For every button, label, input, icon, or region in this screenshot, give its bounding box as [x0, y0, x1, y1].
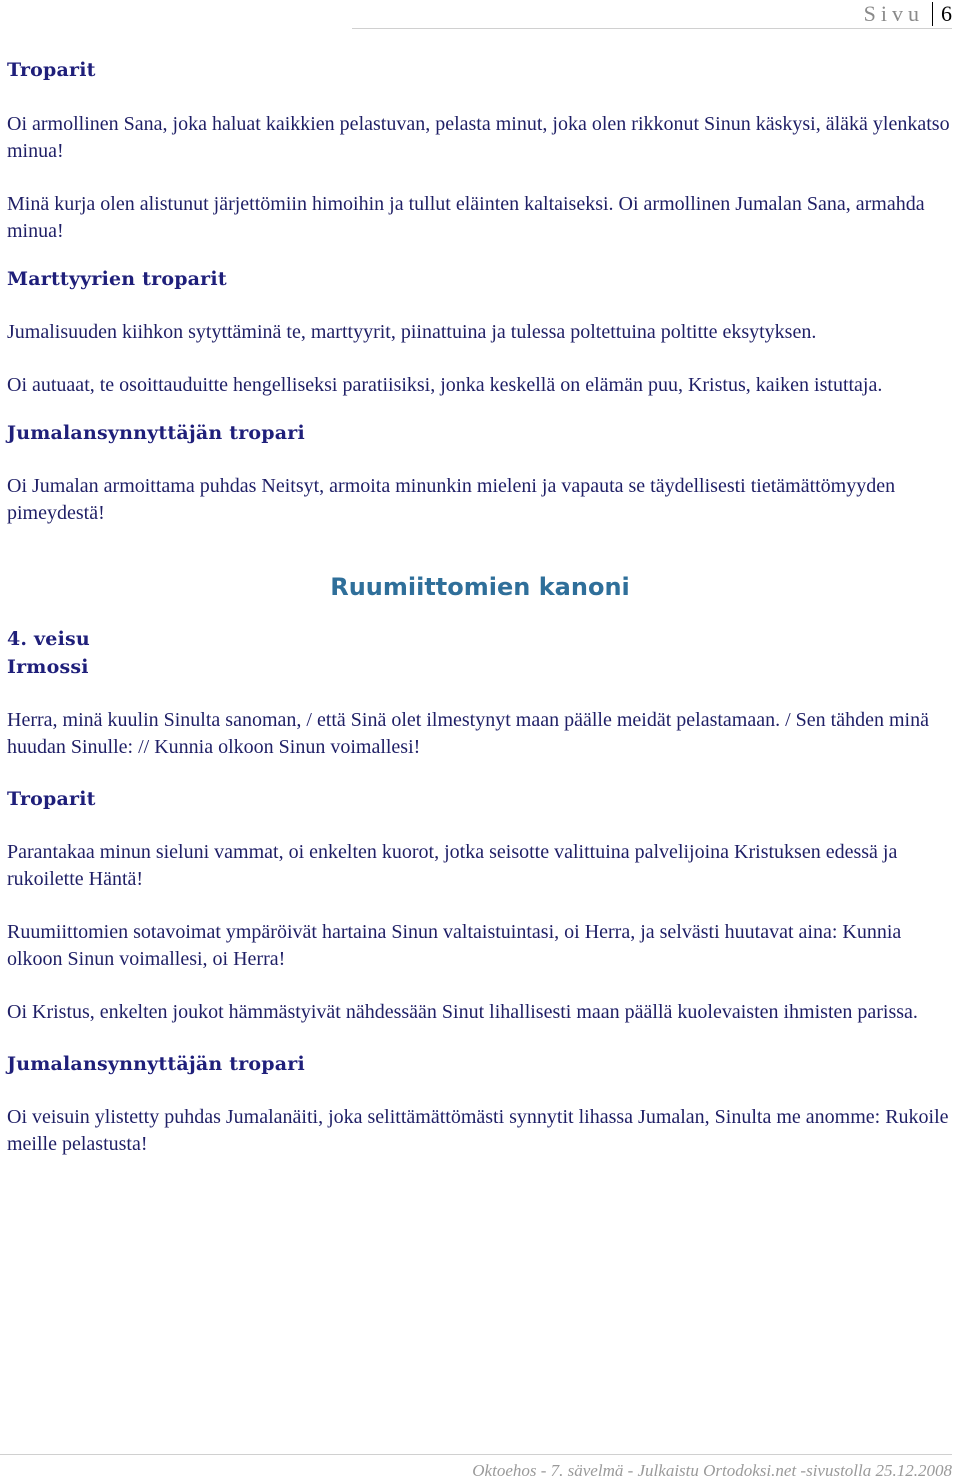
paragraph-3: Jumalisuuden kiihkon sytyttäminä te, marttyyrit, piinattuina ja tulessa poltettuina poltitte eksytyksen. [7, 321, 817, 343]
paragraph-5: Oi Jumalan armoittama puhdas Neitsyt, armoita minunkin mieleni ja vapauta se täydellisesti tietämättömyyden pimeydestä! [7, 475, 896, 524]
document-body [7, 56, 953, 1158]
section-title: Ruumiittomien kanoni [330, 573, 630, 601]
paragraph-4: Oi autuaat, te osoittauduitte hengelliseksi paratiisiksi, jonka keskellä on elämän puu, Kristus, kaiken istuttaja. [7, 374, 883, 396]
heading-troparit-1: Troparit [7, 59, 96, 81]
heading-4-veisu: 4. veisu [7, 628, 90, 650]
heading-jumalansynnyttajan-tropari-2: Jumalansynnyttäjän tropari [7, 1053, 305, 1075]
paragraph-7: Parantakaa minun sieluni vammat, oi enkelten kuorot, jotka seisotte valittuina palvelijoina Kristuksen edessä ja rukoilette Häntä! [7, 841, 898, 890]
page-label: Sivu [863, 1, 924, 26]
paragraph-1: Oi armollinen Sana, joka haluat kaikkien pelastuvan, pelasta minut, joka olen rikkonut Sinun käskysi, äläkä ylenkatso minua! [7, 113, 950, 162]
paragraph-8: Ruumiittomien sotavoimat ympäröivät hartaina Sinun valtaistuintasi, oi Herra, ja selvästi huutavat aina: Kunnia olkoon Sinun voimallesi, oi Herra! [7, 921, 902, 970]
heading-irmossi: Irmossi [7, 656, 89, 678]
paragraph-9: Oi Kristus, enkelten joukot hämmästyivät nähdessään Sinut lihallisesti maan päällä kuolevaisten ihmisten parissa. [7, 1001, 918, 1023]
heading-troparit-2: Troparit [7, 788, 96, 810]
page-footer: Oktoehos - 7. sävelmä - Julkaistu Ortodoksi.net -sivustolla 25.12.2008 [0, 1454, 952, 1481]
heading-jumalansynnyttajan-tropari-1: Jumalansynnyttäjän tropari [7, 422, 305, 444]
paragraph-6: Herra, minä kuulin Sinulta sanoman, / että Sinä olet ilmestynyt maan päälle meidät pelastamaan. / Sen tähden minä huudan Sinulle: // Kunnia olkoon Sinun voimallesi! [7, 709, 929, 758]
heading-marttyyrien-troparit: Marttyyrien troparit [7, 268, 227, 290]
page-header [352, 0, 952, 29]
paragraph-2: Minä kurja olen alistunut järjettömiin himoihin ja tullut eläinten kaltaiseksi. Oi armollinen Jumalan Sana, armahda minua! [7, 193, 925, 242]
paragraph-10: Oi veisuin ylistetty puhdas Jumalanäiti, joka selittämättömästi synnytit lihassa Jumalan, Sinulta me anomme: Rukoile meille pelastusta! [7, 1106, 949, 1155]
page-number: 6 [932, 2, 952, 26]
